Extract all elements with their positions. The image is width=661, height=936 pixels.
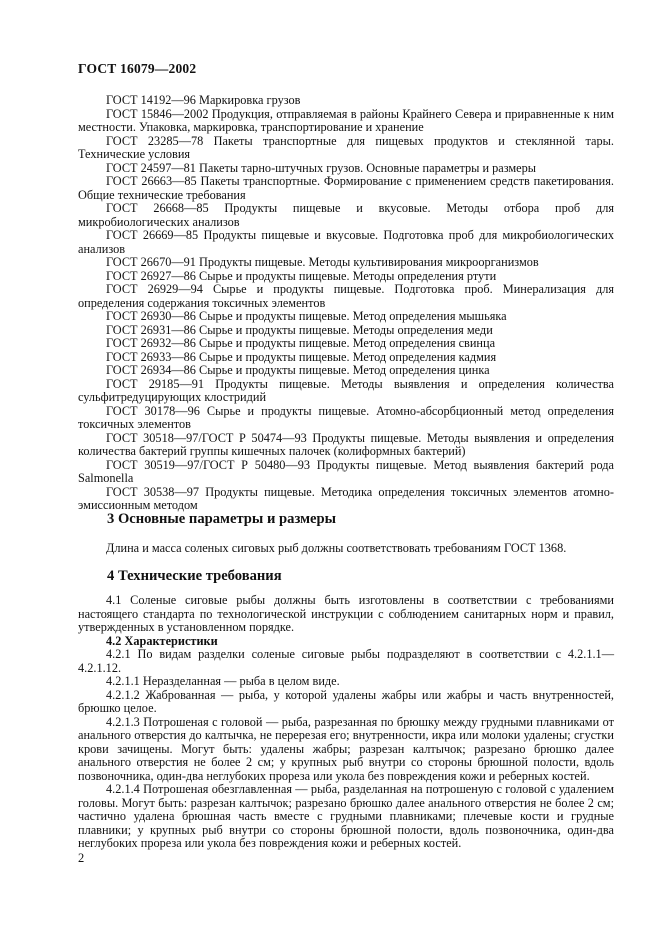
paragraph-4-2-1-3: 4.2.1.3 Потрошеная с головой — рыба, разрезанная по брюшку между грудными плавниками от анального отверстия до калтычка, не перерезая его; внутренности, икра или молоки удалены; сгустки крови зачищены. Могут быть: удалены жабры; разрезан калтычок; разрезано брюшко далее анального отверстия не более 2 см; у крупных рыб внутри со стороны брюшной полости, вдоль позвоночника, один-два неглубоких прореза или укола без повреждения кожи и реберных костей.	[78, 714, 614, 783]
references-list	[78, 94, 614, 513]
section-3-title: 3 Основные параметры и размеры	[107, 511, 337, 527]
paragraph-4-1: 4.1 Соленые сиговые рыбы должны быть изготовлены в соответствии с требованиями настоящего стандарта по технологической инструкции с соблюдением санитарных норм и правил, утвержденных в установленном порядке.	[78, 593, 614, 634]
reference-item: ГОСТ 30178—96 Сырье и продукты пищевые. Атомно-абсорбционный метод определения токсичных элементов	[78, 403, 614, 431]
reference-item: ГОСТ 26933—86 Сырье и продукты пищевые. Метод определения кадмия	[106, 349, 497, 364]
reference-item: ГОСТ 26931—86 Сырье и продукты пищевые. Методы определения меди	[106, 322, 493, 337]
paragraph-4-2-1-1: 4.2.1.1 Неразделанная — рыба в целом виде.	[106, 674, 340, 688]
reference-item: ГОСТ 29185—91 Продукты пищевые. Методы выявления и определения количества сульфитредуцирующих клостридий	[78, 376, 614, 404]
section-4-body	[78, 594, 614, 851]
reference-item: ГОСТ 26934—86 Сырье и продукты пищевые. Метод определения цинка	[106, 363, 490, 377]
reference-item: ГОСТ 26930—86 Сырье и продукты пищевые. Метод определения мышьяка	[106, 309, 507, 323]
reference-item: ГОСТ 26927—86 Сырье и продукты пищевые. Методы определения ртути	[106, 268, 497, 283]
section-3-body	[78, 542, 614, 556]
reference-item: ГОСТ 30538—97 Продукты пищевые. Методика определения токсичных элементов атомно-эмиссионным методом	[78, 484, 614, 512]
reference-item: ГОСТ 14192—96 Маркировка грузов	[106, 93, 301, 107]
reference-item: ГОСТ 26932—86 Сырье и продукты пищевые. Метод определения свинца	[106, 336, 496, 350]
subheading-4-2: 4.2 Характеристики	[106, 633, 218, 648]
section-3-text: Длина и масса соленых сиговых рыб должны соответствовать требованиям ГОСТ 1368.	[106, 541, 567, 555]
reference-item: ГОСТ 24597—81 Пакеты тарно-штучных грузов. Основные параметры и размеры	[106, 160, 537, 175]
reference-item: ГОСТ 26670—91 Продукты пищевые. Методы культивирования микроорганизмов	[106, 255, 539, 269]
section-4-title: 4 Технические требования	[107, 568, 282, 584]
reference-item: ГОСТ 30518—97/ГОСТ Р 50474—93 Продукты пищевые. Методы выявления и определения количества бактерий группы кишечных палочек (колиформных бактерий)	[78, 430, 614, 458]
reference-item: ГОСТ 26663—85 Пакеты транспортные. Формирование с применением средств пакетирования. Общие технические требования	[78, 174, 614, 202]
paragraph-4-2-1-2: 4.2.1.2 Жаброванная — рыба, у которой удалены жабры или жабры и часть внутренностей, брюшко целое.	[78, 687, 614, 715]
reference-item: ГОСТ 26929—94 Сырье и продукты пищевые. Подготовка проб. Минерализация для определения содержания токсичных элементов	[78, 282, 614, 310]
document-header: ГОСТ 16079—2002	[78, 61, 197, 76]
page-number: 2	[78, 851, 85, 865]
paragraph-4-2-1-4: 4.2.1.4 Потрошеная обезглавленная — рыба, разделанная на потрошеную с головой с удалением головы. Могут быть: разрезан калтычок; разрезано брюшко далее анального отверстия не более 2 см; частично удалена брюшная часть вместе с грудными плавниками; плечевые кости и грудные плавники; у крупных рыб внутри со стороны брюшной полости, вдоль позвоночника, один-два неглубоких прореза или укола без повреждения кожи и реберных костей.	[78, 782, 614, 850]
reference-item: ГОСТ 26668—85 Продукты пищевые и вкусовые. Методы отбора проб для микробиологических анализов	[78, 201, 614, 229]
reference-item: ГОСТ 30519—97/ГОСТ Р 50480—93 Продукты пищевые. Метод выявления бактерий рода Salmonella	[78, 457, 614, 485]
paragraph-4-2-1: 4.2.1 По видам разделки соленые сиговые рыбы подразделяют в соответствии с 4.2.1.1—4.2.1.12.	[78, 647, 614, 675]
reference-item: ГОСТ 26669—85 Продукты пищевые и вкусовые. Подготовка проб для микробиологических анализов	[78, 228, 614, 256]
reference-item: ГОСТ 23285—78 Пакеты транспортные для пищевых продуктов и стеклянной тары. Технические условия	[78, 133, 614, 161]
reference-item: ГОСТ 15846—2002 Продукция, отправляемая в районы Крайнего Севера и приравненные к ним местности. Упаковка, маркировка, транспортирование и хранение	[78, 106, 614, 134]
